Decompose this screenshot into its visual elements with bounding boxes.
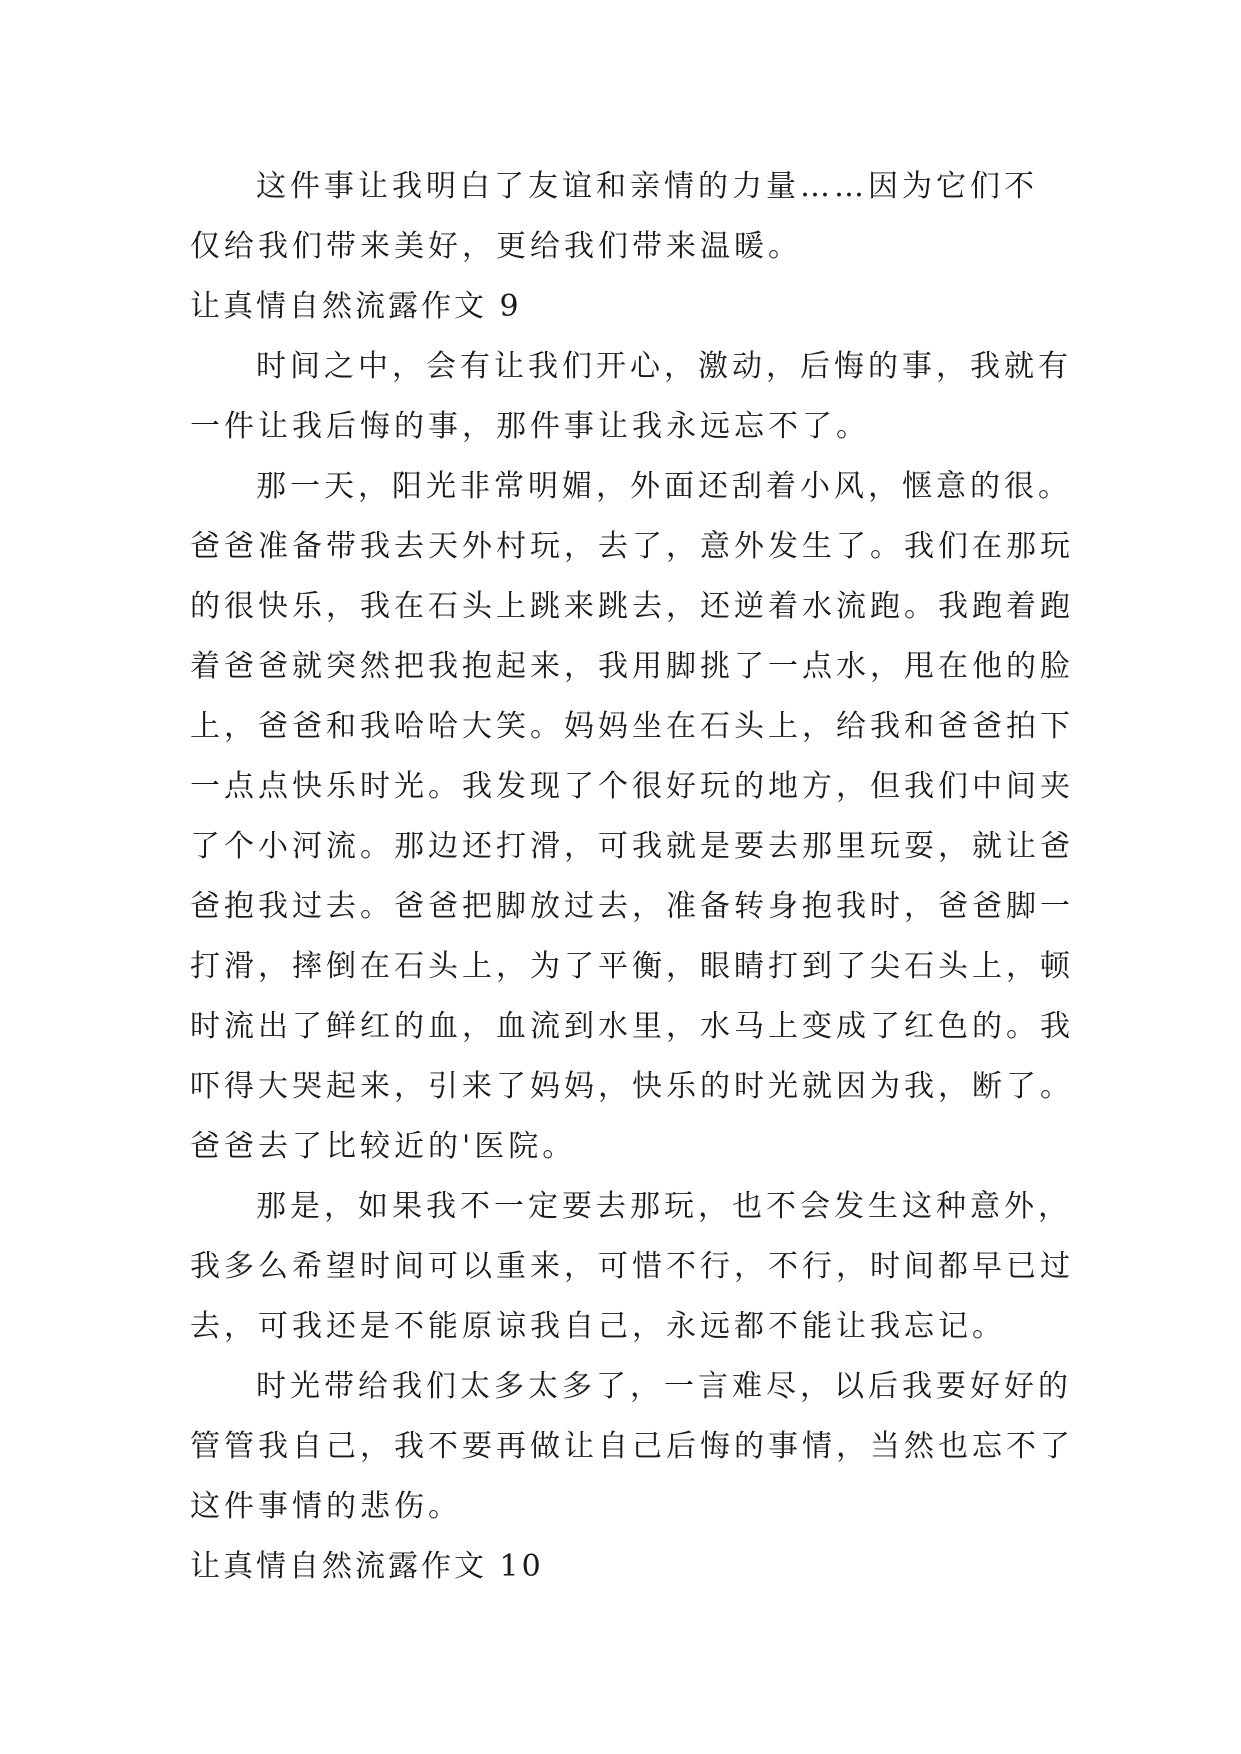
paragraph-line: 时光带给我们太多太多了，一言难尽，以后我要好好的 bbox=[256, 1369, 1072, 1404]
paragraph-line: 的很快乐，我在石头上跳来跳去，还逆着水流跑。我跑着跑 bbox=[190, 589, 1074, 624]
paragraph-line: 时流出了鲜红的血，血流到水里，水马上变成了红色的。我 bbox=[190, 1009, 1074, 1044]
paragraph-line: 那一天，阳光非常明媚，外面还刮着小风，惬意的很。 bbox=[256, 469, 1072, 504]
paragraph-line: 一件让我后悔的事，那件事让我永远忘不了。 bbox=[190, 409, 870, 444]
document-page bbox=[190, 157, 1074, 1597]
paragraph-line: 爸抱我过去。爸爸把脚放过去，准备转身抱我时，爸爸脚一 bbox=[190, 889, 1074, 924]
paragraph-line: 这件事让我明白了友谊和亲情的力量……因为它们不 bbox=[256, 169, 1038, 204]
paragraph-line: 仅给我们带来美好，更给我们带来温暖。 bbox=[190, 229, 802, 264]
paragraph-line: 我多么希望时间可以重来，可惜不行，不行，时间都早已过 bbox=[190, 1249, 1074, 1284]
section-heading: 让真情自然流露作文 10 bbox=[190, 1549, 544, 1584]
paragraph-line: 一点点快乐时光。我发现了个很好玩的地方，但我们中间夹 bbox=[190, 769, 1074, 804]
paragraph-line: 吓得大哭起来，引来了妈妈，快乐的时光就因为我，断了。 bbox=[190, 1069, 1074, 1104]
paragraph-line: 爸爸准备带我去天外村玩，去了，意外发生了。我们在那玩 bbox=[190, 529, 1074, 564]
paragraph-line: 着爸爸就突然把我抱起来，我用脚挑了一点水，甩在他的脸 bbox=[190, 649, 1074, 684]
paragraph-line: 上，爸爸和我哈哈大笑。妈妈坐在石头上，给我和爸爸拍下 bbox=[190, 709, 1074, 744]
section-heading: 让真情自然流露作文 9 bbox=[190, 289, 522, 324]
paragraph-line: 了个小河流。那边还打滑，可我就是要去那里玩耍，就让爸 bbox=[190, 829, 1074, 864]
paragraph-line: 去，可我还是不能原谅我自己，永远都不能让我忘记。 bbox=[190, 1309, 1006, 1344]
paragraph-line: 那是，如果我不一定要去那玩，也不会发生这种意外， bbox=[256, 1189, 1072, 1224]
paragraph-line: 打滑，摔倒在石头上，为了平衡，眼睛打到了尖石头上，顿 bbox=[190, 949, 1074, 984]
paragraph-line: 时间之中，会有让我们开心，激动，后悔的事，我就有 bbox=[256, 349, 1072, 384]
paragraph-line: 这件事情的悲伤。 bbox=[190, 1489, 462, 1524]
paragraph-line: 管管我自己，我不要再做让自己后悔的事情，当然也忘不了 bbox=[190, 1429, 1074, 1464]
paragraph-line: 爸爸去了比较近的'医院。 bbox=[190, 1129, 577, 1164]
